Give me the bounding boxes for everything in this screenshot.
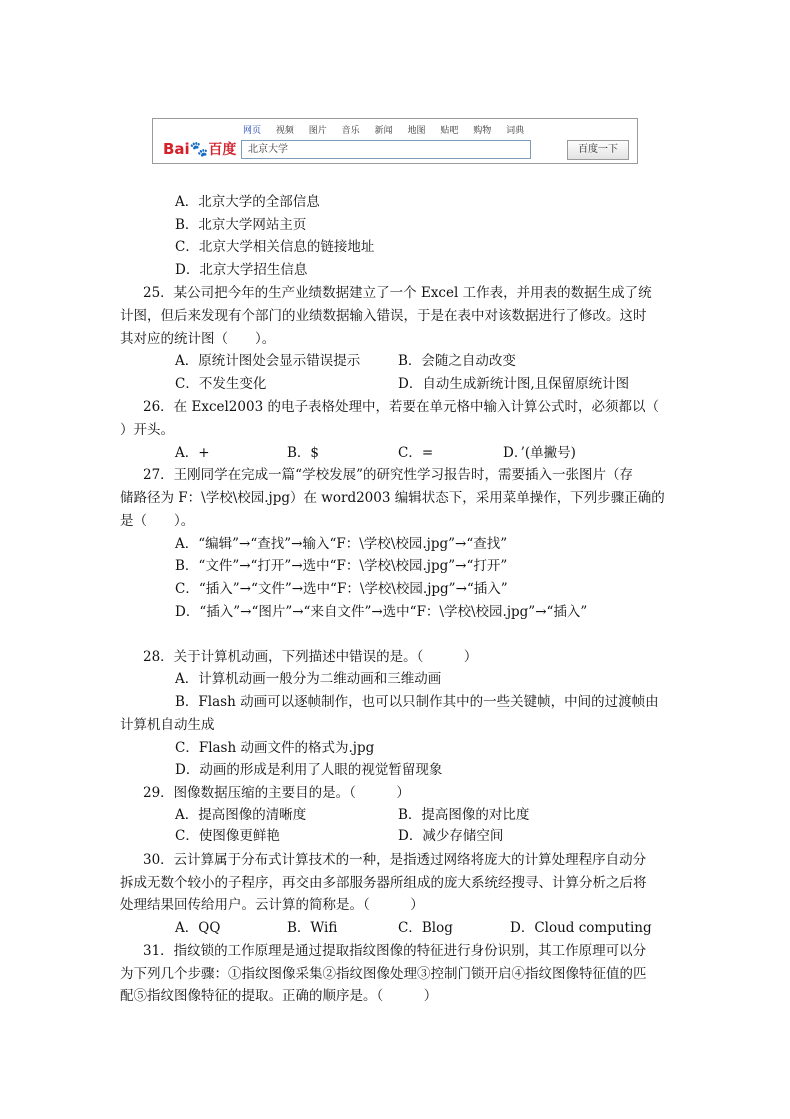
q26-option-b: B．$ [287, 445, 320, 461]
q30-option-c: C．Blog [398, 920, 453, 936]
q27-stem-1: 27．王刚同学在完成一篇“学校发展”的研究性学习报告时，需要插入一张图片（存 [143, 467, 633, 483]
q24-option-a: A．北京大学的全部信息 [175, 194, 320, 210]
q30-option-a: A．QQ [175, 920, 221, 936]
tab-music[interactable]: 音乐 [341, 126, 360, 136]
q26-stem-2: ）开头。 [120, 422, 174, 438]
q24-option-b: B．北京大学网站主页 [175, 217, 307, 233]
q28-stem: 28．关于计算机动画，下列描述中错误的是。（ ） [143, 649, 478, 665]
q28-option-b-cont: 计算机自动生成 [120, 717, 215, 733]
q26-option-a: A．+ [175, 445, 210, 461]
q26-option-d: D．’(单撇号) [503, 445, 576, 461]
q28-option-d: D．动画的形成是利用了人眼的视觉暂留现象 [175, 762, 443, 778]
q26-option-c: C．= [398, 445, 434, 461]
paw-icon: 🐾 [189, 140, 209, 158]
q24-option-d: D．北京大学招生信息 [175, 262, 308, 278]
q28-option-c: C．Flash 动画文件的格式为.jpg [175, 740, 375, 756]
tab-dictionary[interactable]: 词典 [506, 126, 525, 136]
search-input[interactable]: 北京大学 [241, 140, 531, 159]
q27-option-a: A．“编辑”→“查找”→输入“F：\学校\校园.jpg”→“查找” [175, 536, 508, 552]
q28-option-b: B．Flash 动画可以逐帧制作，也可以只制作其中的一些关键帧，中间的过渡帧由 [175, 694, 659, 710]
tab-images[interactable]: 图片 [308, 126, 327, 136]
q25-stem-1: 25．某公司把今年的生产业绩数据建立了一个 Excel 工作表，并用表的数据生成了统 [143, 285, 652, 301]
q30-stem-3: 处理结果回传给用户。云计算的简称是。（ ） [120, 897, 424, 913]
q29-option-d: D．减少存储空间 [398, 828, 504, 844]
q31-stem-2: 为下列几个步骤：①指纹图像采集②指纹图像处理③控制门锁开启④指纹图像特征值的匹 [120, 966, 647, 982]
q31-stem-3: 配⑤指纹图像特征的提取。正确的顺序是。（ ） [120, 988, 438, 1004]
q27-option-d: D．“插入”→“图片”→“来自文件”→选中“F：\学校\校园.jpg”→“插入” [175, 604, 588, 620]
q30-stem-2: 拆成无数个较小的子程序，再交由多部服务器所组成的庞大系统经搜寻、计算分析之后将 [120, 875, 647, 891]
q24-option-c: C．北京大学相关信息的链接地址 [175, 239, 375, 255]
tab-maps[interactable]: 地图 [407, 126, 426, 136]
q29-option-c: C．使图像更鲜艳 [175, 828, 280, 844]
q30-option-d: D．Cloud computing [510, 920, 652, 936]
q25-stem-3: 其对应的统计图（ ）。 [120, 331, 276, 347]
tab-news[interactable]: 新闻 [374, 126, 393, 136]
q27-option-b: B．“文件”→“打开”→选中“F：\学校\校园.jpg”→“打开” [175, 558, 508, 574]
baidu-logo: Bai🐾百度 [163, 140, 237, 158]
q25-option-d: D．自动生成新统计图,且保留原统计图 [398, 376, 630, 392]
q27-option-c: C．“插入”→“文件”→选中“F：\学校\校园.jpg”→“插入” [175, 581, 508, 597]
q25-option-c: C．不发生变化 [175, 376, 267, 392]
q25-option-b: B．会随之自动改变 [398, 353, 516, 369]
q27-stem-3: 是（ ）。 [120, 513, 195, 529]
tab-shopping[interactable]: 购物 [473, 126, 492, 136]
q26-stem-1: 26．在 Excel2003 的电子表格处理中，若要在单元格中输入计算公式时，必须都以（ [143, 399, 659, 415]
baidu-tabs [243, 123, 536, 136]
tab-tieba[interactable]: 贴吧 [440, 126, 459, 136]
q31-stem-1: 31．指纹锁的工作原理是通过提取指纹图像的特征进行身份识别，其工作原理可以分 [143, 943, 647, 959]
q29-option-a: A．提高图像的清晰度 [175, 807, 307, 823]
q30-option-b: B．Wifi [287, 920, 338, 936]
tab-video[interactable]: 视频 [275, 126, 294, 136]
baidu-search-bar [152, 118, 638, 164]
q25-stem-2: 计图，但后来发现有个部门的业绩数据输入错误，于是在表中对该数据进行了修改。这时 [120, 308, 647, 324]
q29-stem: 29．图像数据压缩的主要目的是。（ ） [143, 785, 410, 801]
q25-option-a: A．原统计图处会显示错误提示 [175, 353, 361, 369]
q29-option-b: B．提高图像的对比度 [398, 807, 530, 823]
search-button[interactable]: 百度一下 [567, 140, 629, 160]
q27-stem-2: 储路径为 F：\学校\校园.jpg）在 word2003 编辑状态下，采用菜单操作，下列步骤正确的 [120, 490, 665, 506]
tab-web[interactable]: 网页 [243, 126, 262, 136]
q28-option-a: A．计算机动画一般分为二维动画和三维动画 [175, 671, 442, 687]
q30-stem-1: 30．云计算属于分布式计算技术的一种，是指透过网络将庞大的计算处理程序自动分 [143, 852, 647, 868]
